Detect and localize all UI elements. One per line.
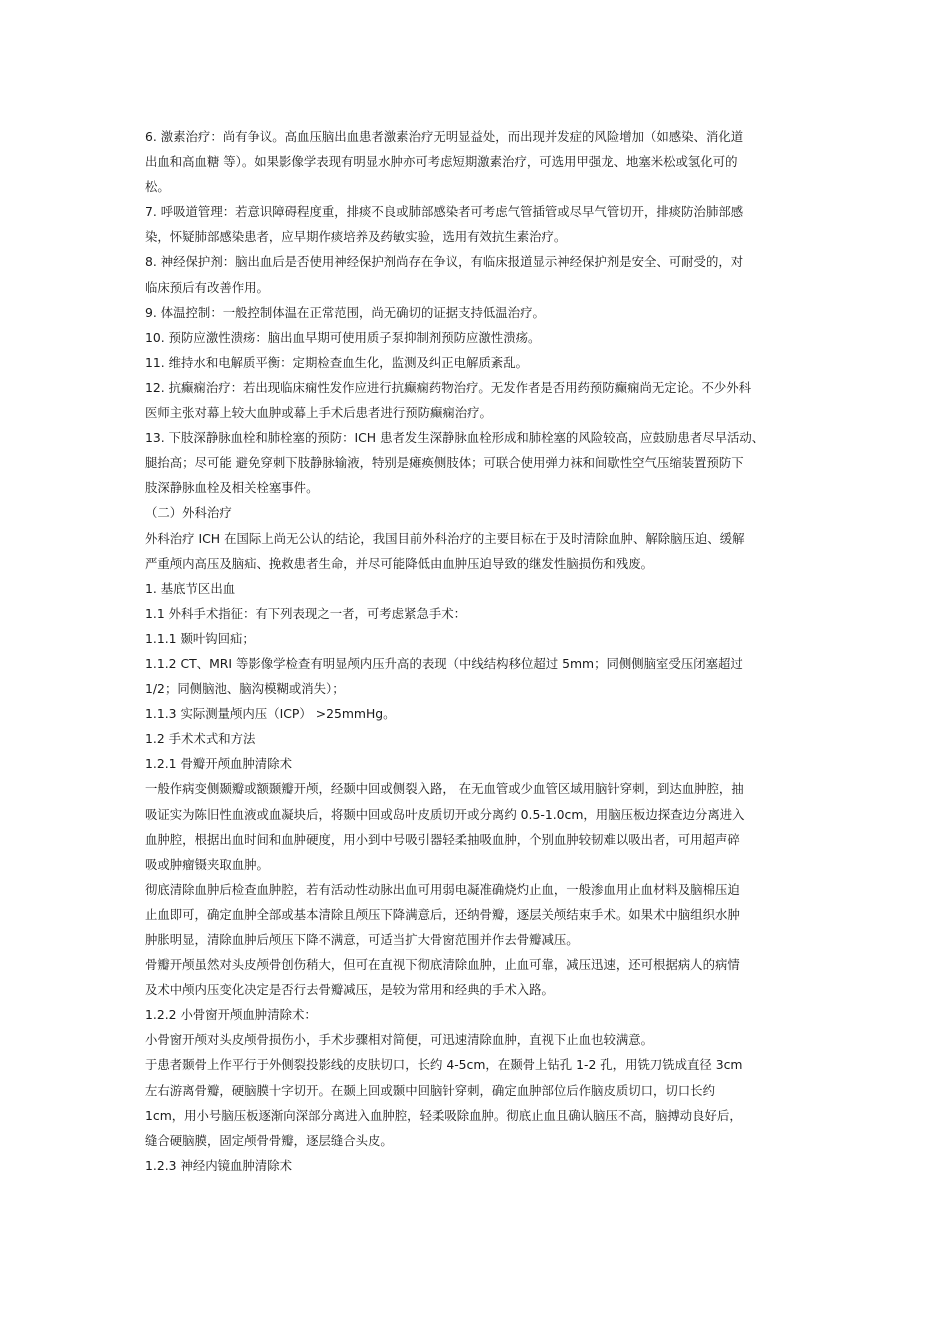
text-line: 8. 神经保护剂：脑出血后是否使用神经保护剂尚存在争议，有临床报道显示神经保护剂是安全、可耐受的，对 [145,254,744,270]
text-line: 1.1.2 CT、MRI 等影像学检查有明显颅内压升高的表现（中线结构移位超过 5mm；同侧侧脑室受压闭塞超过 [145,655,743,671]
text-line: 肿胀明显，清除血肿后颅压下降不满意，可适当扩大骨窗范围并作去骨瓣减压。 [145,932,579,947]
text-line: 及术中颅内压变化决定是否行去骨瓣减压，是较为常用和经典的手术入路。 [145,982,554,998]
text-line: 12. 抗癫痫治疗：若出现临床痫性发作应进行抗癫痫药物治疗。无发作者是否用药预防癫痫尚无定论。不少外科 [145,379,752,395]
text-line: 血肿腔，根据出血时间和血肿硬度，用小到中号吸引器轻柔抽吸血肿，个别血肿较韧难以吸出者，可用超声碎 [145,831,740,847]
text-line: 左右游离骨瓣，硬脑膜十字切开。在颞上回或颞中回脑针穿刺，确定血肿部位后作脑皮质切口，切口长约 [145,1082,715,1098]
text-line: 于患者颞骨上作平行于外侧裂投影线的皮肤切口，长约 4-5cm，在颞骨上钻孔 1-2 孔，用铣刀铣成直径 3cm [145,1057,743,1073]
text-line: 吸或肿瘤镊夹取血肿。 [145,856,269,872]
text-line: 1.1 外科手术指征：有下列表现之一者，可考虑紧急手术： [145,605,467,621]
text-line: 骨瓣开颅虽然对头皮颅骨创伤稍大，但可在直视下彻底清除血肿，止血可靠，减压迅速，还可根据病人的病情 [145,957,740,973]
subsection-heading: 1.2.2 小骨窗开颅血肿清除术： [145,1007,317,1023]
text-line: 止血即可，确定血肿全部或基本清除且颅压下降满意后，还纳骨瓣，逐层关颅结束手术。如果术中脑组织水肿 [145,906,740,922]
section-heading: （二）外科治疗 [145,505,232,521]
text-line: 小骨窗开颅对头皮颅骨损伤小，手术步骤相对简便，可迅速清除血肿，直视下止血也较满意。 [145,1032,654,1048]
text-line: 一般作病变侧颞瓣或额颞瓣开颅，经颞中回或侧裂入路， 在无血管或少血管区域用脑针穿刺，到达血肿腔，抽 [145,781,744,797]
text-line: 外科治疗 ICH 在国际上尚无公认的结论，我国目前外科治疗的主要目标在于及时清除血肿、解除脑压迫、缓解 [145,530,745,546]
subsection-heading: 1.2.1 骨瓣开颅血肿清除术 [145,756,292,772]
subsection-heading: 1. 基底节区出血 [145,580,236,596]
subsection-heading: 1.2.3 神经内镜血肿清除术 [145,1157,292,1173]
text-line: 10. 预防应激性溃疡：脑出血早期可使用质子泵抑制剂预防应激性溃疡。 [145,329,541,345]
document-body [145,124,825,1178]
subsection-heading: 1.2 手术术式和方法 [145,731,256,747]
text-line: 13. 下肢深静脉血栓和肺栓塞的预防：ICH 患者发生深静脉血栓形成和肺栓塞的风险较高，应鼓励患者尽早活动、 [145,430,765,446]
text-line: 9. 体温控制：一般控制体温在正常范围，尚无确切的证据支持低温治疗。 [145,304,545,320]
text-line: 吸证实为陈旧性血液或血凝块后，将颞中回或岛叶皮质切开或分离约 0.5-1.0cm，用脑压板边探查边分离进入 [145,806,745,822]
text-line: 临床预后有改善作用。 [145,279,269,295]
text-line: 1.1.3 实际测量颅内压（ICP） >25mmHg。 [145,706,396,722]
text-line: 7. 呼吸道管理：若意识障碍程度重，排痰不良或肺部感染者可考虑气管插管或尽早气管切开，排痰防治肺部感 [145,204,744,220]
text-line: 缝合硬脑膜，固定颅骨骨瓣，逐层缝合头皮。 [145,1132,393,1148]
text-line: 严重颅内高压及脑疝、挽救患者生命，并尽可能降低由血肿压迫导致的继发性脑损伤和残废。 [145,555,654,571]
text-line: 彻底清除血肿后检查血肿腔，若有活动性动脉出血可用弱电凝准确烧灼止血，一般渗血用止血材料及脑棉压迫 [145,881,740,897]
text-line: 1cm，用小号脑压板逐渐向深部分离进入血肿腔，轻柔吸除血肿。彻底止血且确认脑压不高，脑搏动良好后， [145,1107,742,1123]
text-line: 医师主张对幕上较大血肿或幕上手术后患者进行预防癫痫治疗。 [145,405,492,421]
text-line: 1/2；同侧脑池、脑沟模糊或消失）； [145,681,345,697]
text-line: 松。 [145,179,170,195]
text-line: 6. 激素治疗：尚有争议。高血压脑出血患者激素治疗无明显益处，而出现并发症的风险增加（如感染、消化道 [145,129,744,144]
text-line: 出血和高血糖 等）。如果影像学表现有明显水肿亦可考虑短期激素治疗，可选用甲强龙、地塞米松或氢化可的 [145,154,738,170]
text-line: 染，怀疑肺部感染患者，应早期作痰培养及药敏实验，选用有效抗生素治疗。 [145,229,567,245]
text-line: 1.1.1 颞叶钩回疝； [145,630,255,646]
text-line: 11. 维持水和电解质平衡：定期检查血生化，监测及纠正电解质紊乱。 [145,354,528,370]
text-line: 肢深静脉血栓及相关栓塞事件。 [145,480,319,496]
text-line: 腿抬高；尽可能 避免穿刺下肢静脉输液，特别是瘫痪侧肢体；可联合使用弹力袜和间歇性空气压缩装置预防下 [145,455,744,471]
